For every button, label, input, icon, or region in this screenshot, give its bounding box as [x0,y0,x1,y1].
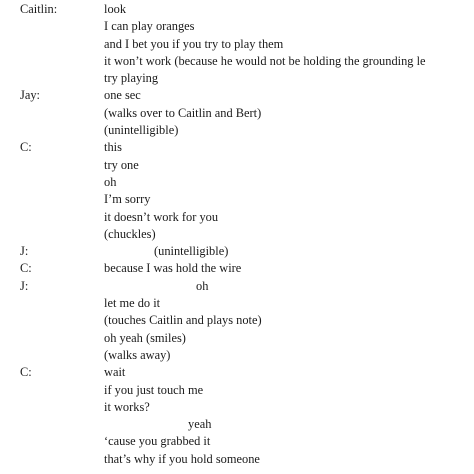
transcript-line [0,451,474,468]
utterance-text: if you just touch me [104,382,204,397]
transcript-line [0,364,474,381]
transcript-line [0,433,474,450]
utterance-text: it won’t work (because he would not be holding the grounding le [104,53,426,68]
transcript-line [0,399,474,416]
transcript-line [0,260,474,277]
transcript-line [0,139,474,156]
utterance-text: oh [104,174,117,189]
speaker-label: C: [20,261,32,276]
transcript-line [0,36,474,53]
speaker-label: J: [20,278,29,293]
transcript-line [0,243,474,260]
utterance-text: that’s why if you hold someone [104,451,260,466]
utterance-text: it doesn’t work for you [104,209,219,224]
speaker-label: C: [20,365,32,380]
utterance-text: (chuckles) [104,226,156,241]
transcript-line [0,174,474,191]
transcript-line [0,1,474,18]
utterance-text: (walks over to Caitlin and Bert) [104,105,262,120]
transcript-line [0,209,474,226]
speaker-label: J: [20,244,29,259]
transcript-line [0,226,474,243]
utterance-text: (unintelligible) [104,123,179,138]
utterance-text: (touches Caitlin and plays note) [104,313,262,328]
transcript-line [0,191,474,208]
utterance-text: try one [104,157,139,172]
utterance-text: because I was hold the wire [104,261,242,276]
utterance-text: try playing [104,71,159,86]
transcript-line [0,278,474,295]
transcript-line [0,416,474,433]
speaker-label: Jay: [20,88,40,103]
speaker-label: Caitlin: [20,2,58,16]
utterance-text: and I bet you if you try to play them [104,36,284,51]
speaker-label: C: [20,140,32,155]
transcript-line [0,70,474,87]
transcript-line [0,87,474,104]
transcript-line [0,382,474,399]
transcript-line [0,18,474,35]
utterance-text: I’m sorry [104,192,151,207]
transcript-line [0,347,474,364]
utterance-text: one sec [104,88,141,103]
utterance-text: I can play oranges [104,19,195,34]
utterance-text: this [104,140,122,155]
transcript-line [0,330,474,347]
transcript-line [0,295,474,312]
transcript-line [0,105,474,122]
utterance-text: oh [196,278,209,293]
utterance-text: let me do it [104,296,161,311]
utterance-text: it works? [104,399,150,414]
utterance-text: (unintelligible) [154,244,229,259]
utterance-text: yeah [188,417,212,432]
utterance-text: wait [104,365,126,380]
transcript-line [0,53,474,70]
transcript-line [0,312,474,329]
transcript-line [0,122,474,139]
utterance-text: oh yeah (smiles) [104,330,186,345]
utterance-text: look [104,2,127,16]
utterance-text: ‘cause you grabbed it [104,434,211,449]
utterance-text: (walks away) [104,347,171,362]
transcript-line [0,157,474,174]
